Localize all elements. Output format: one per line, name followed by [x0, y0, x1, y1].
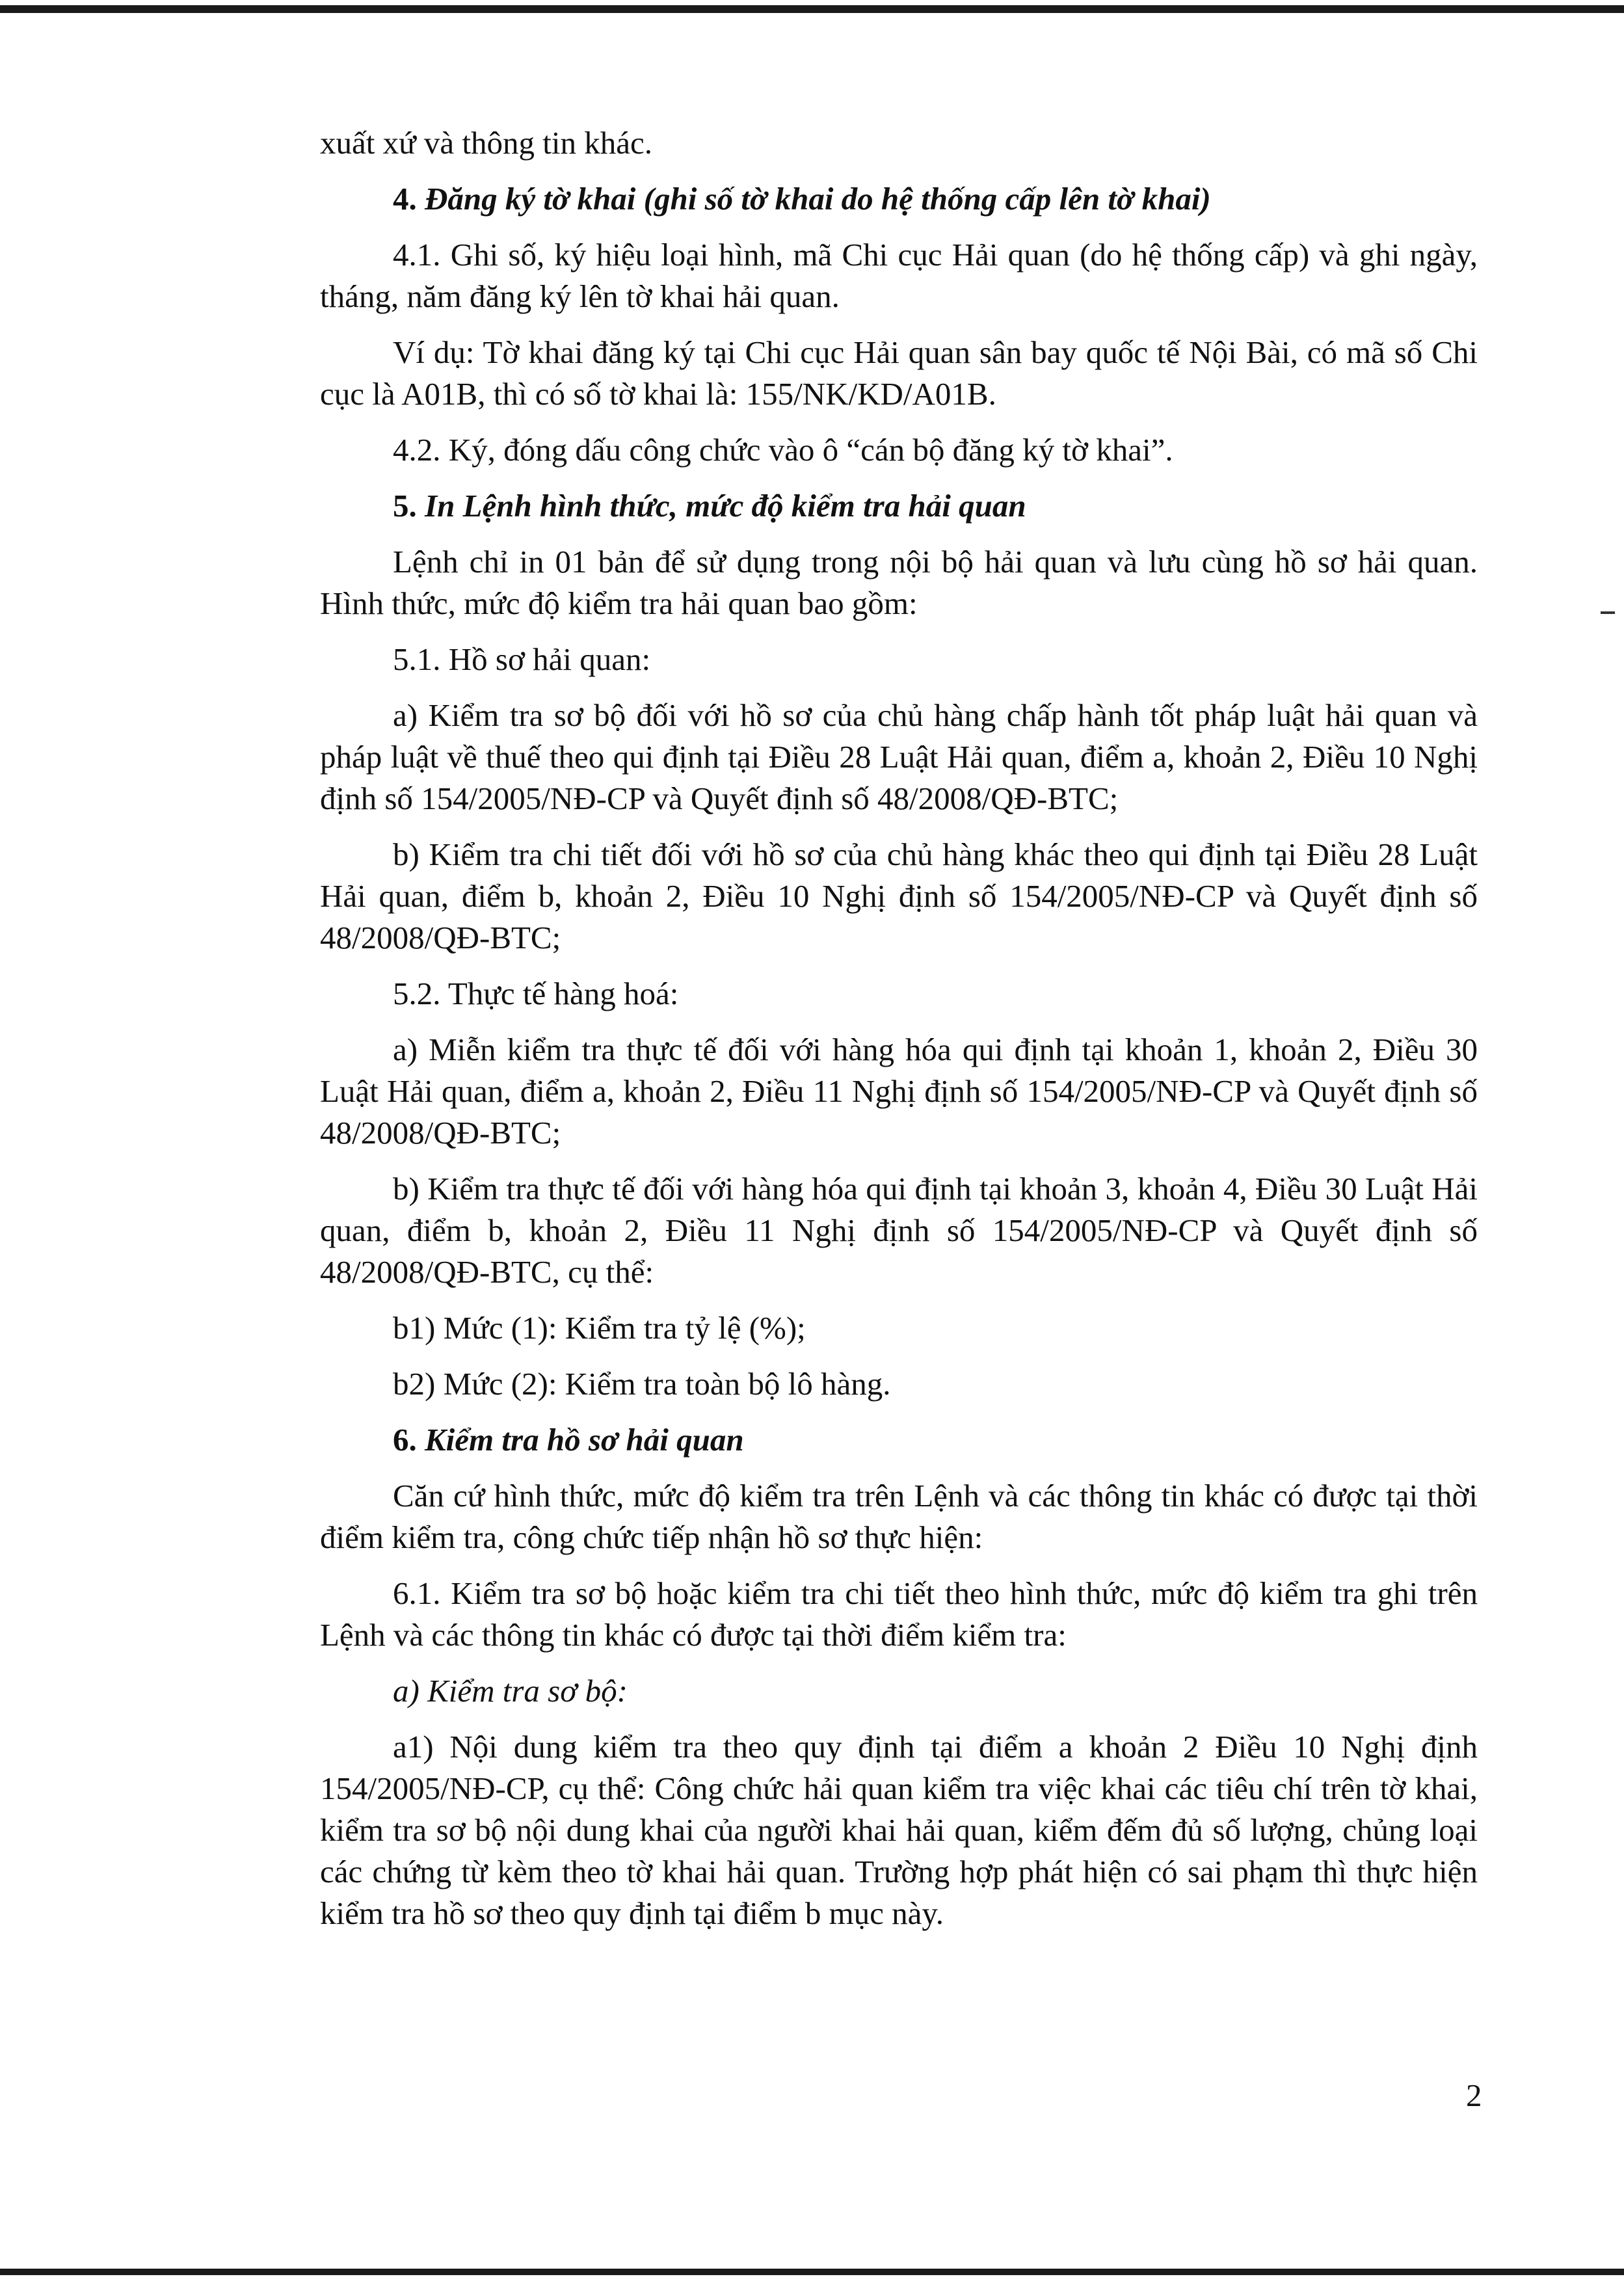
section-title: Đăng ký tờ khai (ghi số tờ khai do hệ thống cấp lên tờ khai) [425, 181, 1211, 217]
paragraph: 4.1. Ghi số, ký hiệu loại hình, mã Chi cục Hải quan (do hệ thống cấp) và ghi ngày, tháng, năm đăng ký lên tờ khai hải quan. [320, 237, 1478, 314]
bottom-scan-border [0, 2269, 1624, 2275]
subheading-italic [320, 1670, 1478, 1712]
list-item: a) Miễn kiểm tra thực tế đối với hàng hóa qui định tại khoản 1, khoản 2, Điều 30 Luật Hải quan, điểm a, khoản 2, Điều 11 Nghị định số 154/2005/NĐ-CP và Quyết định số 48/2008/QĐ-BTC; [320, 1032, 1478, 1151]
section-title: Kiểm tra hồ sơ hải quan [425, 1422, 744, 1458]
paragraph: Căn cứ hình thức, mức độ kiểm tra trên Lệnh và các thông tin khác có được tại thời điểm kiểm tra, công chức tiếp nhận hồ sơ thực hiện: [320, 1478, 1478, 1555]
list-item: b2) Mức (2): Kiểm tra toàn bộ lô hàng. [393, 1366, 891, 1402]
paragraph: 6.1. Kiểm tra sơ bộ hoặc kiểm tra chi tiết theo hình thức, mức độ kiểm tra ghi trên Lệnh và các thông tin khác có được tại thời điểm kiểm tra: [320, 1575, 1478, 1653]
subsection-label: 5.2. Thực tế hàng hoá: [393, 976, 679, 1011]
list-item: b) Kiểm tra thực tế đối với hàng hóa qui định tại khoản 3, khoản 4, Điều 30 Luật Hải quan, điểm b, khoản 2, Điều 11 Nghị định số 154/2005/NĐ-CP và Quyết định số 48/2008/QĐ-BTC, cụ thể: [320, 1171, 1478, 1290]
list-item: a1) Nội dung kiểm tra theo quy định tại điểm a khoản 2 Điều 10 Nghị định 154/2005/NĐ-CP, cụ thể: Công chức hải quan kiểm tra việc khai các tiêu chí trên tờ khai, kiểm tra sơ bộ nội dung khai của người khai hải quan, kiểm đếm đủ số lượng, chủng loại các chứng từ kèm theo tờ khai hải quan. Trường hợp phát hiện có sai phạm thì thực hiện kiểm tra hồ sơ theo quy định tại điểm b mục này. [320, 1729, 1478, 1931]
subsection-label: 5.1. Hồ sơ hải quan: [393, 641, 651, 677]
list-item: b) Kiểm tra chi tiết đối với hồ sơ của chủ hàng khác theo qui định tại Điều 28 Luật Hải quan, điểm b, khoản 2, Điều 10 Nghị định số 154/2005/NĐ-CP và Quyết định số 48/2008/QĐ-BTC; [320, 836, 1478, 955]
section-title: In Lệnh hình thức, mức độ kiểm tra hải quan [425, 488, 1026, 524]
list-item: a) Kiểm tra sơ bộ đối với hồ sơ của chủ hàng chấp hành tốt pháp luật hải quan và pháp luật về thuế theo qui định tại Điều 28 Luật Hải quan, điểm a, khoản 2, Điều 10 Nghị định số 154/2005/NĐ-CP và Quyết định số 48/2008/QĐ-BTC; [320, 697, 1478, 816]
section-heading-4 [320, 178, 1478, 220]
section-number: 6. [393, 1422, 425, 1458]
section-heading-6 [320, 1419, 1478, 1461]
paragraph-example: Ví dụ: Tờ khai đăng ký tại Chi cục Hải quan sân bay quốc tế Nội Bài, có mã số Chi cục là A01B, thì có số tờ khai là: 155/NK/KD/A01B. [320, 334, 1478, 412]
paragraph: Lệnh chỉ in 01 bản để sử dụng trong nội bộ hải quan và lưu cùng hồ sơ hải quan. Hình thức, mức độ kiểm tra hải quan bao gồm: [320, 544, 1478, 621]
subheading-text: a) Kiểm tra sơ bộ: [393, 1673, 628, 1709]
section-number: 4. [393, 181, 425, 217]
scan-speck [1601, 611, 1615, 614]
paragraph-continuation: xuất xứ và thông tin khác. [320, 125, 653, 161]
section-heading-5 [320, 485, 1478, 527]
top-scan-border [0, 5, 1624, 13]
section-number: 5. [393, 488, 425, 524]
page-number: 2 [1466, 2077, 1482, 2113]
paragraph: 4.2. Ký, đóng dấu công chức vào ô “cán bộ đăng ký tờ khai”. [393, 432, 1173, 468]
list-item: b1) Mức (1): Kiểm tra tỷ lệ (%); [393, 1310, 806, 1346]
document-body [320, 122, 1478, 1949]
